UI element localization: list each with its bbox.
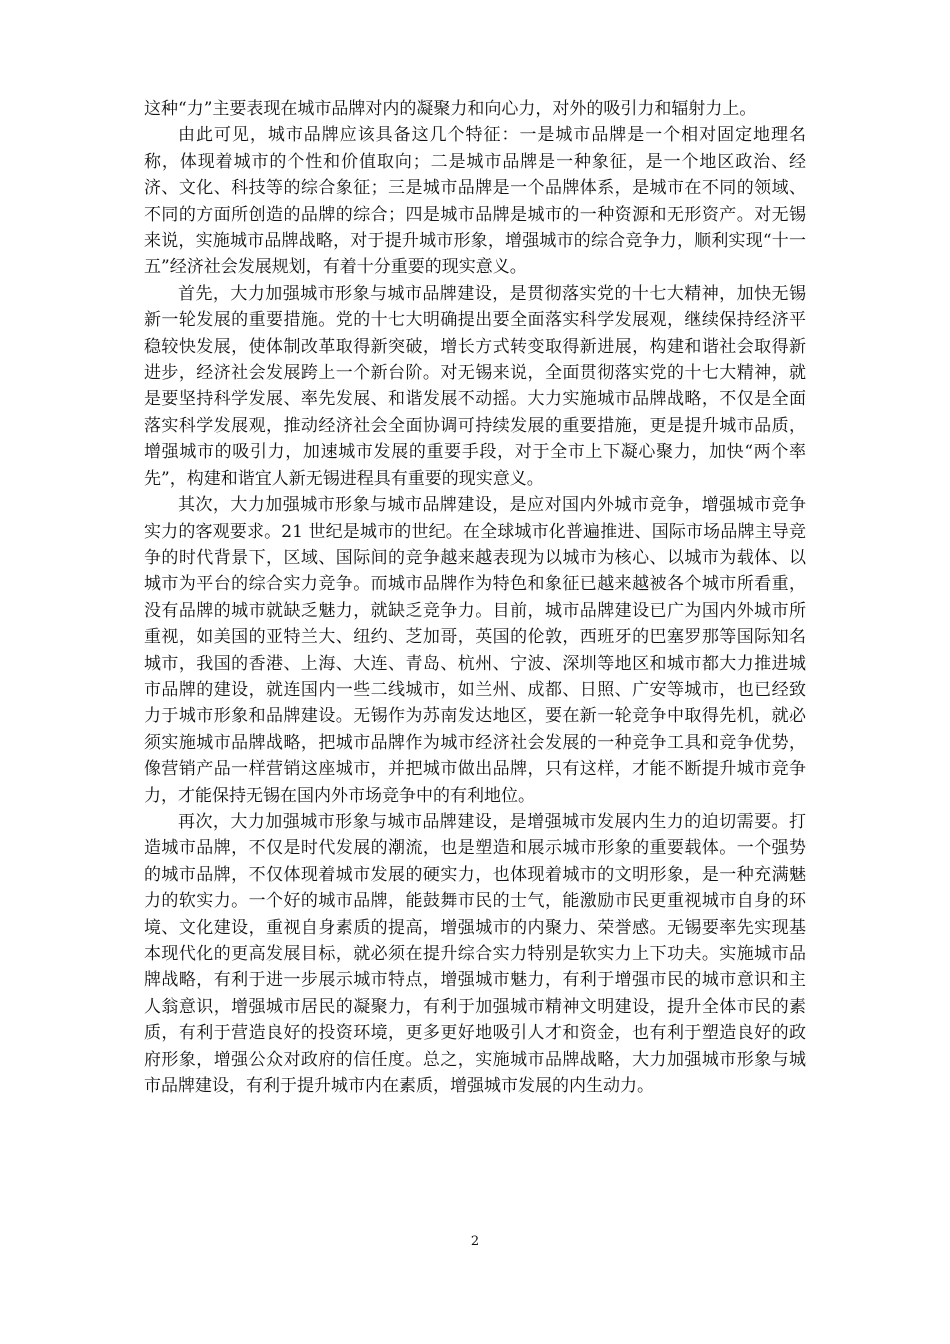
- paragraph-continuation: 这种“力”主要表现在城市品牌对内的凝聚力和向心力，对外的吸引力和辐射力上。: [144, 99, 757, 119]
- paragraph-first-point: 首先，大力加强城市形象与城市品牌建设，是贯彻落实党的十七大精神，加快无锡新一轮发展的重要措施。党的十七大明确提出要全面落实科学发展观，继续保持经济平稳较快发展，使体制改革取得新突破，增长方式转变取得新进展，构建和谐社会取得新进步，经济社会发展跨上一个新台阶。对无锡来说，全面贯彻落实党的十七大精神，就是要坚持科学发展、率先发展、和谐发展不动摇。大力实施城市品牌战略，不仅是全面落实科学发展观，推动经济社会全面协调可持续发展的重要措施，更是提升城市品质，增强城市的吸引力，加速城市发展的重要手段，对于全市上下凝心聚力，加快“两个率先”，构建和谐宜人新无锡进程具有重要的现实意义。: [144, 283, 806, 489]
- paragraph-second-point: 其次，大力加强城市形象与城市品牌建设，是应对国内外城市竞争，增强城市竞争实力的客观要求。21 世纪是城市的世纪。在全球城市化普遍推进、国际市场品牌主导竞争的时代背景下，区域、国际间的竞争越来越表现为以城市为核心、以城市为载体、以城市为平台的综合实力竞争。而城市品牌作为特色和象征已越来越被各个城市所看重，没有品牌的城市就缺乏魅力，就缺乏竞争力。目前，城市品牌建设已广为国内外城市所重视，如美国的亚特兰大、纽约、芝加哥，英国的伦敦，西班牙的巴塞罗那等国际知名城市，我国的香港、上海、大连、青岛、杭州、宁波、深圳等地区和城市都大力推进城市品牌的建设，就连国内一些二线城市，如兰州、成都、日照、广安等城市，也已经致力于城市形象和品牌建设。无锡作为苏南发达地区，要在新一轮竞争中取得先机，就必须实施城市品牌战略，把城市品牌作为城市经济社会发展的一种竞争工具和竞争优势，像营销产品一样营销这座城市，并把城市做出品牌，只有这样，才能不断提升城市竞争力，才能保持无锡在国内外市场竞争中的有利地位。: [144, 495, 806, 806]
- paragraph-third-point: 再次，大力加强城市形象与城市品牌建设，是增强城市发展内生力的迫切需要。打造城市品牌，不仅是时代发展的潮流，也是塑造和展示城市形象的重要载体。一个强势的城市品牌，不仅体现着城市发展的硬实力，也体现着城市的文明形象，是一种充满魅力的软实力。一个好的城市品牌，能鼓舞市民的士气，能激励市民更重视城市自身的环境、文化建设，重视自身素质的提高，增强城市的内聚力、荣誉感。无锡要率先实现基本现代化的更高发展目标，就必须在提升综合实力特别是软实力上下功夫。实施城市品牌战略，有利于进一步展示城市特点，增强城市魅力，有利于增强市民的城市意识和主人翁意识，增强城市居民的凝聚力，有利于加强城市精神文明建设，提升全体市民的素质，有利于营造良好的投资环境，更多更好地吸引人才和资金，也有利于塑造良好的政府形象，增强公众对政府的信任度。总之，实施城市品牌战略，大力加强城市形象与城市品牌建设，有利于提升城市内在素质，增强城市发展的内生动力。: [144, 811, 806, 1097]
- page-number: 2: [470, 1234, 480, 1249]
- document-body: [144, 96, 806, 1099]
- paragraph-brand-features: 由此可见，城市品牌应该具备这几个特征：一是城市品牌是一个相对固定地理名称，体现着城市的个性和价值取向；二是城市品牌是一种象征，是一个地区政治、经济、文化、科技等的综合象征；三是城市品牌是一个品牌体系，是城市在不同的领域、不同的方面所创造的品牌的综合；四是城市品牌是城市的一种资源和无形资产。对无锡来说，实施城市品牌战略，对于提升城市形象，增强城市的综合竞争力，顺利实现“十一五”经济社会发展规划，有着十分重要的现实意义。: [144, 125, 806, 278]
